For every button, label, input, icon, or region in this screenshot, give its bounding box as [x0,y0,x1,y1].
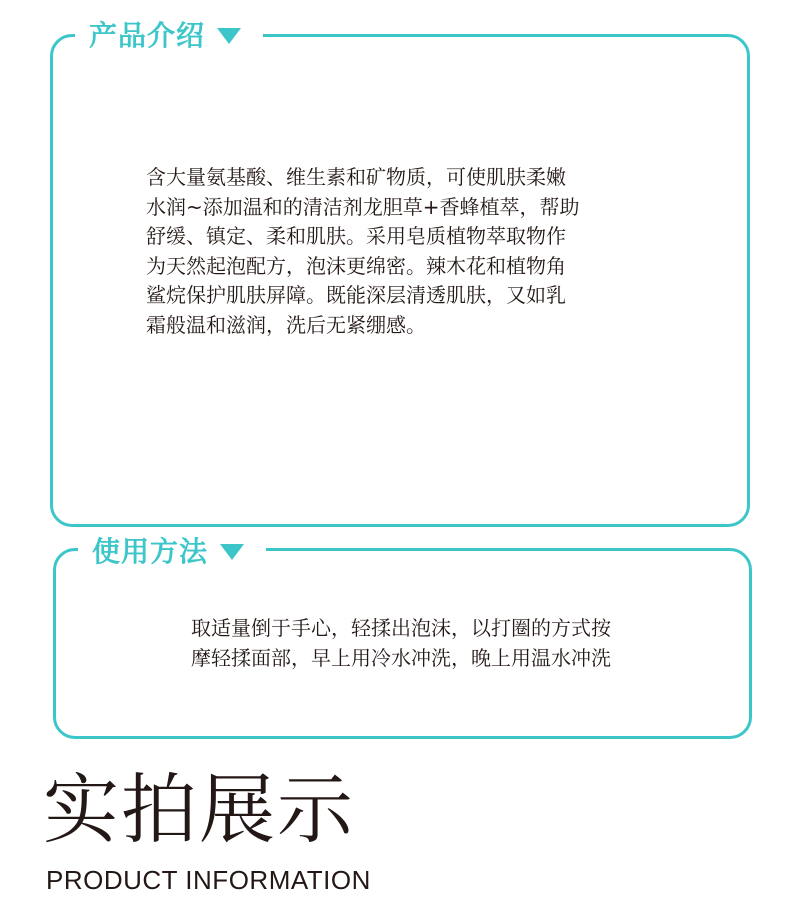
triangle-down-icon [220,544,244,560]
intro-line: 水润~添加温和的清洁剂龙胆草+香蜂植萃，帮助 [146,194,580,219]
intro-line: 舒缓、镇定、柔和肌肤。采用皂质植物萃取物作 [146,224,566,248]
usage-line: 取适量倒于手心，轻揉出泡沫，以打圈的方式按 [191,616,611,640]
triangle-down-icon [217,28,241,44]
product-intro-text [146,163,666,340]
intro-line: 含大量氨基酸、维生素和矿物质，可使肌肤柔嫩 [146,165,566,189]
showcase-subtitle: PRODUCT INFORMATION [46,865,371,895]
product-intro-panel [50,19,750,527]
usage-title: 使用方法 [92,535,209,568]
usage-panel [53,535,752,739]
product-intro-heading [75,14,263,54]
usage-line: 摩轻揉面部，早上用冷水冲洗，晚上用温水冲洗 [191,645,611,670]
product-intro-title: 产品介绍 [89,19,206,52]
intro-line: 霜般温和滋润，洗后无紧绷感。 [146,312,426,337]
usage-text [136,614,666,673]
intro-line: 为天然起泡配方，泡沫更绵密。辣木花和植物角 [146,253,566,278]
showcase-title: 实拍展示 [43,765,355,854]
intro-line: 鲨烷保护肌肤屏障。既能深层清透肌肤，又如乳 [146,283,566,307]
usage-heading [78,530,266,570]
